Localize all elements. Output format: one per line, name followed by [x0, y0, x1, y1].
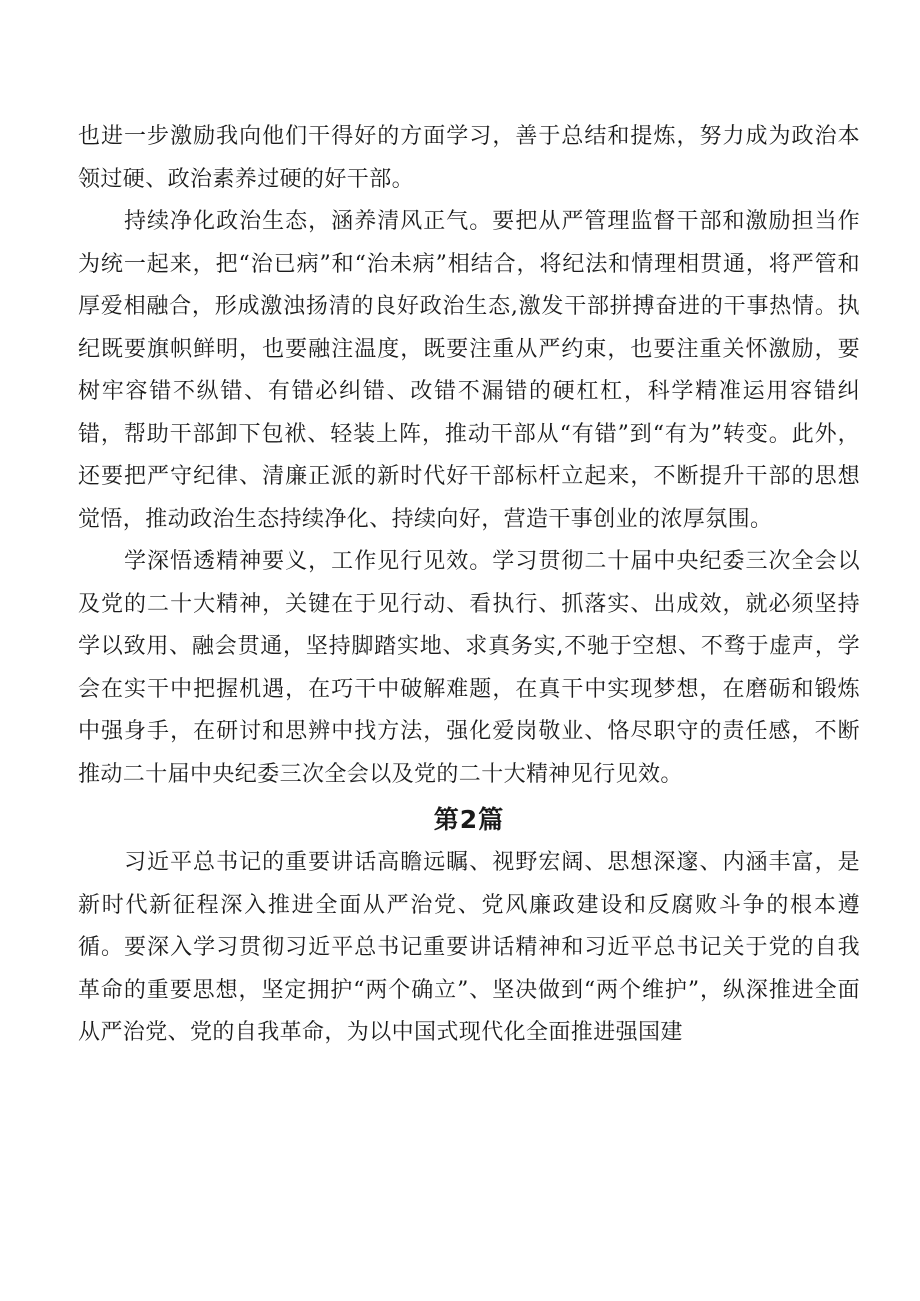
paragraph-speech: 习近平总书记的重要讲话高瞻远瞩、视野宏阔、思想深邃、内涵丰富，是新时代新征程深入推进全面从严治党、党风廉政建设和反腐败斗争的根本遵循。要深入学习贯彻习近平总书记重要讲话精神和习近平总书记关于党的自我革命的重要思想，坚定拥护“两个确立”、坚决做到“两个维护”，纵深推进全面从严治党、党的自我革命，为以中国式现代化全面推进强国建: [78, 850, 860, 1045]
paragraph-study-spirit: 学深悟透精神要义，工作见行见效。学习贯彻二十届中央纪委三次全会以及党的二十大精神，关键在于见行动、看执行、抓落实、出成效，就必须坚持学以致用、融会贯通，坚持脚踏实地、求真务实,不驰于空想、不骛于虚声，学会在实干中把握机遇，在巧干中破解难题，在真干中实现梦想，在磨砺和锻炼中强身手，在研讨和思辨中找方法，强化爱岗敬业、恪尽职守的责任感，不断推动二十届中央纪委三次全会以及党的二十大精神见行见效。: [78, 549, 860, 787]
section-heading: 第2篇: [433, 805, 505, 834]
paragraph-continuation: 也进一步激励我向他们干得好的方面学习，善于总结和提炼，努力成为政治本领过硬、政治素养过硬的好干部。: [78, 124, 860, 192]
paragraph-political-ecology: 持续净化政治生态，涵养清风正气。要把从严管理监督干部和激励担当作为统一起来，把“治已病”和“治未病”相结合，将纪法和情理相贯通，将严管和厚爱相融合，形成激浊扬清的良好政治生态,激发干部拼搏奋进的干事热情。执纪既要旗帜鲜明，也要融注温度，既要注重从严约束，也要注重关怀激励，要树牢容错不纵错、有错必纠错、改错不漏错的硬杠杠，科学精准运用容错纠错，帮助干部卸下包袱、轻装上阵，推动干部从“有错”到“有为”转变。此外，还要把严守纪律、清廉正派的新时代好干部标杆立起来，不断提升干部的思想觉悟，推动政治生态持续净化、持续向好，营造干事创业的浓厚氛围。: [78, 209, 860, 532]
document-body: [78, 116, 860, 1055]
